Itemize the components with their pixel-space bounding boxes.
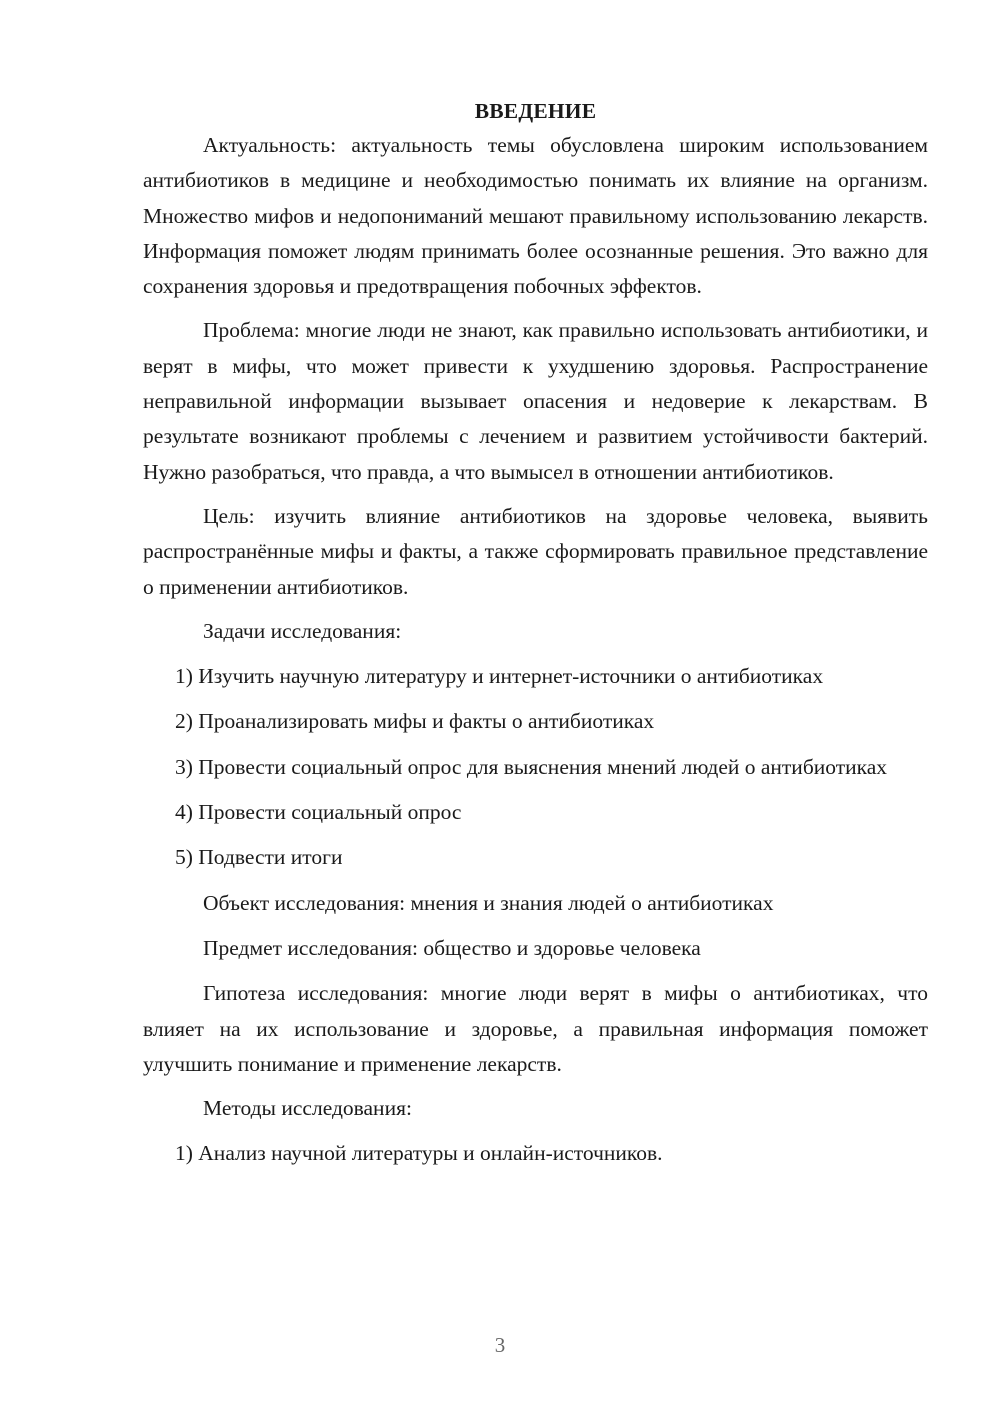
method-item-1: 1) Анализ научной литературы и онлайн-источников.: [175, 1141, 663, 1166]
task-item-4: 4) Провести социальный опрос: [175, 800, 462, 825]
task-item-2: 2) Проанализировать мифы и факты о антибиотиках: [175, 709, 655, 734]
hypothesis-paragraph: Гипотеза исследования: многие люди верят в мифы о антибиотиках, что влияет на их использование и здоровье, а правильная информация поможет улучшить понимание и применение лекарств.: [143, 981, 928, 1076]
goal-paragraph: Цель: изучить влияние антибиотиков на здоровье человека, выявить распространённые мифы и факты, а также сформировать правильное представление о применении антибиотиков.: [143, 503, 928, 599]
methods-title: Методы исследования:: [203, 1096, 412, 1121]
research-object: Объект исследования: мнения и знания людей о антибиотиках: [203, 890, 774, 915]
section-heading: ВВЕДЕНИЕ: [474, 99, 597, 123]
page-number: 3: [494, 1333, 506, 1357]
page-content: [143, 96, 928, 1182]
problem-paragraph: Проблема: многие люди не знают, как правильно использовать антибиотики, и верят в мифы, что может привести к ухудшению здоровья. Распространение неправильной информации вызывает опасения и недоверие к лекарствам. В результате возникают проблемы с лечением и развитием устойчивости бактерий. Нужно разобраться, что правда, а что вымысел в отношении антибиотиков.: [143, 318, 928, 484]
tasks-title: Задачи исследования:: [203, 618, 402, 643]
task-item-1: 1) Изучить научную литературу и интернет-источники о антибиотиках: [175, 664, 824, 689]
research-subject: Предмет исследования: общество и здоровье человека: [203, 935, 701, 960]
task-item-5: 5) Подвести итоги: [175, 845, 343, 870]
task-item-3: 3) Провести социальный опрос для выяснения мнений людей о антибиотиках: [175, 754, 888, 779]
relevance-paragraph: Актуальность: актуальность темы обусловлена широким использованием антибиотиков в медицине и необходимостью понимать их влияние на организм. Множество мифов и недопониманий мешают правильному использованию лекарств. Информация поможет людям принимать более осознанные решения. Это важно для сохранения здоровья и предотвращения побочных эффектов.: [143, 133, 928, 299]
